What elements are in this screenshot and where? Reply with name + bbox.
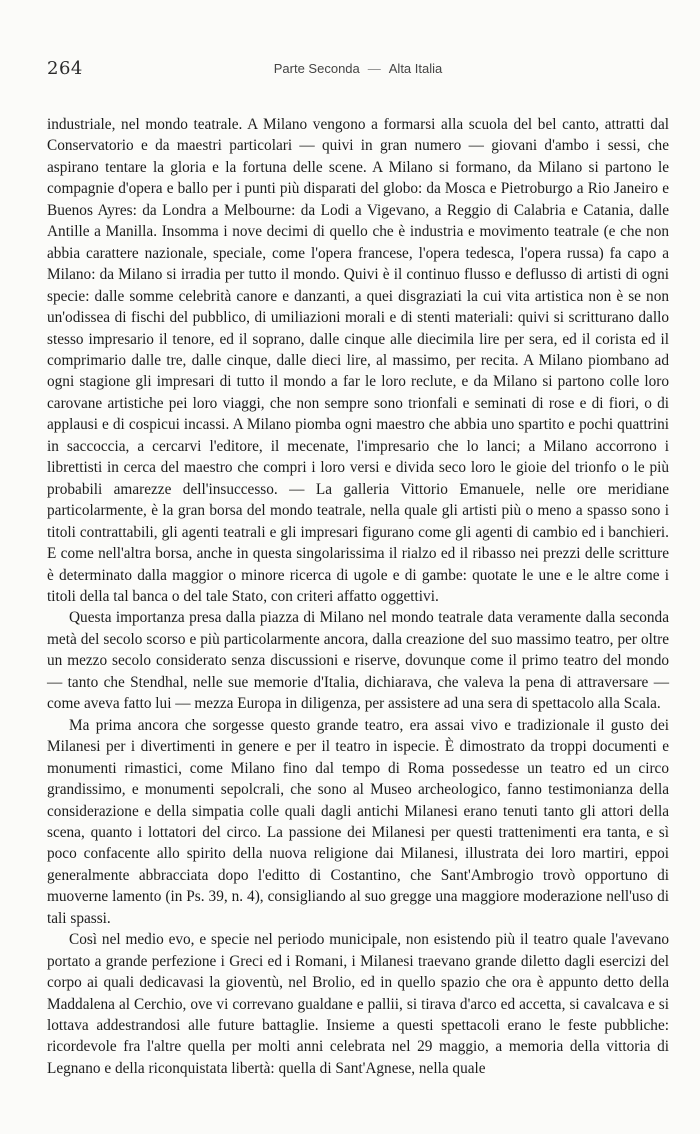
page-number: 264 xyxy=(47,58,83,79)
running-head-separator: — xyxy=(367,61,381,76)
paragraph: industriale, nel mondo teatrale. A Milano vengono a formarsi alla scuola del bel canto, attratti dal Conservatorio e da maestri particolari — quivi in gran numero — giovani d'ambo i sessi, che aspirano tentare la gloria e la fortuna delle scene. A Milano si formano, da Milano si partono le compagnie d'opera e ballo per i punti più disparati del globo: da Mosca e Pietroburgo a Rio Janeiro e Buenos Ayres: da Londra a Melbourne: da Lodi a Vigevano, a Reggio di Calabria e Catania, dalle Antille a Manilla. Insomma i nove decimi di quello che è industria e movimento teatrale (e che non abbia carattere nazionale, speciale, come l'opera francese, l'opera tedesca, l'opera russa) fa capo a Milano: da Milano si irradia per tutto il mondo. Quivi è il continuo flusso e deflusso di artisti di ogni specie: dalle somme celebrità canore e danzanti, a quei disgraziati la cui vita artistica non è se non un'odissea di fischi del pubblico, di umiliazioni morali e di stenti materiali: quivi si scritturano dallo stesso impresario il tenore, ed il soprano, dalle cinque alle diecimila lire per sera, ed il corista ed il comprimario dalle tre, dalle cinque, dalle dieci lire, al massimo, per recita. A Milano piombano ad ogni stagione gli impresari di tutto il mondo a far le loro reclute, e da Milano si partono colle loro carovane artistiche pei loro viaggi, che non sempre sono trionfali e seminati di rose e di fiori, o di applausi e di cospicui incassi. A Milano piomba ogni maestro che abbia uno spartito e pochi quattrini in saccoccia, a cercarvi l'editore, il mecenate, l'impresario che lo lanci; a Milano accorrono i librettisti in cerca del maestro che compri i loro versi e divida seco loro le gioie del trionfo o le più probabili amarezze dell'insuccesso. — La galleria Vittorio Emanuele, nelle ore meridiane particolarmente, è la gran borsa del mondo teatrale, nella quale gli artisti più o meno a spasso sono i titoli contrattabili, gli agenti teatrali e gli impresari figurano come gli agenti di cambio ed i banchieri. E come nell'altra borsa, anche in questa singolarissima il rialzo ed il ribasso nei prezzi delle scritture è determinato dalla maggior o minore ricerca di ugole e di gambe: quotate le une e le altre come i titoli della tal banca o del tale Stato, con criteri affatto oggettivi. xyxy=(47,116,669,605)
paragraph: Ma prima ancora che sorgesse questo grande teatro, era assai vivo e tradizionale il gusto dei Milanesi per i divertimenti in genere e per il teatro in ispecie. È dimostrato da troppi documenti e monumenti rimastici, come Milano fino dal tempo di Roma possedesse un teatro ed un circo grandissimo, e monumenti sepolcrali, che sono al Museo archeologico, fanno testimonianza della considerazione e della simpatia colle quali dagli antichi Milanesi erano tenuti tanto gli attori della scena, quanto i lottatori del circo. La passione dei Milanesi per questi trattenimenti era tanta, e sì poco confacente allo spirito della nuova religione dai Milanesi, illustrata dei loro martiri, eppoi generalmente abbracciata dopo l'editto di Costantino, che Sant'Ambrogio trovò opportuno di muoverne lamento (in Ps. 39, n. 4), consigliando al suo gregge una maggiore moderazione nell'uso di tali spassi. xyxy=(47,716,669,927)
running-head-section: Parte Seconda xyxy=(273,61,360,76)
page-header xyxy=(47,58,669,84)
running-head xyxy=(47,61,669,76)
body-text xyxy=(47,114,669,1079)
paragraph: Questa importanza presa dalla piazza di Milano nel mondo teatrale data veramente dalla seconda metà del secolo scorso e più particolarmente ancora, dalla creazione del suo massimo teatro, per oltre un mezzo secolo considerato senza discussioni e riserve, dovunque come il primo teatro del mondo — tanto che Stendhal, nelle sue memorie d'Italia, dichiarava, che valeva la pena di attraversare — come aveva fatto lui — mezza Europa in diligenza, per assistere ad una sera di spettacolo alla Scala. xyxy=(47,609,669,713)
paragraph: Così nel medio evo, e specie nel periodo municipale, non esistendo più il teatro quale l'avevano portato a grande perfezione i Greci ed i Romani, i Milanesi traevano grande diletto dagli esercizi del corpo ai quali dedicavasi la gioventù, nel Brolio, ed in quello spazio che ora è appunto detto della Maddalena al Cerchio, ove vi correvano gualdane e pallii, si tirava d'arco ed accetta, si cavalcava e si lottava addestrandosi alle future battaglie. Insieme a questi spettacoli erano le feste pubbliche: ricordevole fra l'altre quella per molti anni celebrata nel 29 maggio, a memoria della vittoria di Legnano e della riconquistata libertà: quella di Sant'Agnese, nella quale xyxy=(47,931,669,1077)
running-head-subsection: Alta Italia xyxy=(388,61,443,76)
